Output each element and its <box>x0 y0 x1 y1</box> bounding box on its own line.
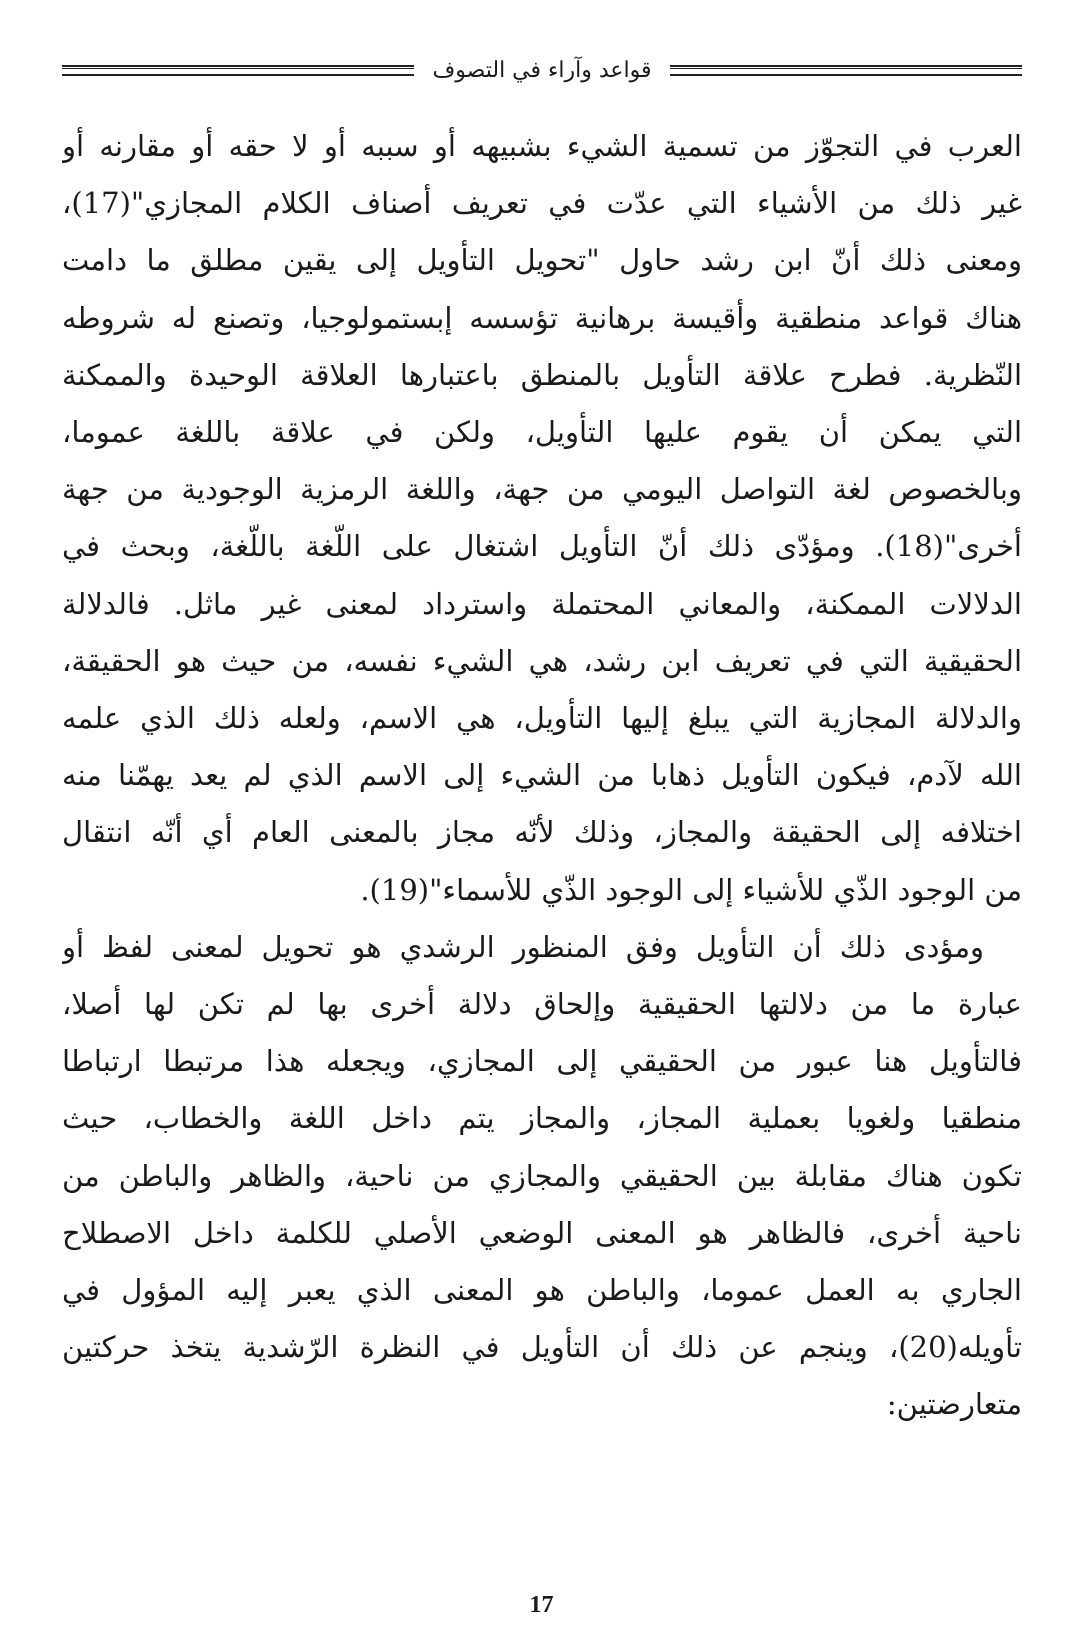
text-line: اختلافه إلى الحقيقة والمجاز، وذلك لأنّه مجاز بالمعنى العام أي أنّه انتقال <box>62 815 1022 850</box>
text-line: ومؤدى ذلك أن التأويل وفق المنظور الرشدي هو تحويل لمعنى لفظ أو <box>62 929 984 964</box>
text-line: من الوجود الذّي للأشياء إلى الوجود الذّي للأسماء"(19). <box>360 872 1022 907</box>
header-rule-left <box>62 65 414 76</box>
text-line: والدلالة المجازية التي يبلغ إليها التأويل، هي الاسم، ولعله ذلك الذي علمه <box>62 701 1022 736</box>
text-line: متعارضتين: <box>886 1387 1022 1422</box>
text-line: هناك قواعد منطقية وأقيسة برهانية تؤسسه إبستمولوجيا، وتصنع له شروطه <box>62 300 1022 335</box>
text-line: تأويله(20)، وينجم عن ذلك أن التأويل في النظرة الرّشدية يتخذ حركتين <box>62 1330 1022 1365</box>
text-line: ناحية أخرى، فالظاهر هو المعنى الوضعي الأصلي للكلمة داخل الاصطلاح <box>62 1215 1022 1250</box>
running-header <box>62 50 1022 90</box>
text-line: أخرى"(18). ومؤدّى ذلك أنّ التأويل اشتغال على اللّغة باللّغة، وبحث في <box>62 529 1022 564</box>
header-title: قواعد وآراء في التصوف <box>432 57 652 83</box>
text-line: الجاري به العمل عموما، والباطن هو المعنى الذي يعبر إليه المؤول في <box>62 1273 1022 1308</box>
text-line: غير ذلك من الأشياء التي عدّت في تعريف أصناف الكلام المجازي"(17)، <box>62 186 1022 221</box>
text-line: ومعنى ذلك أنّ ابن رشد حاول "تحويل التأويل إلى يقين مطلق ما دامت <box>62 243 1022 278</box>
paragraph-1 <box>62 118 1022 919</box>
text-line: عبارة ما من دلالتها الحقيقية وإلحاق دلالة أخرى بها لم تكن لها أصلا، <box>62 987 1022 1022</box>
text-line: منطقيا ولغويا بعملية المجاز، والمجاز يتم داخل اللغة والخطاب، حيث <box>62 1101 1022 1136</box>
text-line: الحقيقية التي في تعريف ابن رشد، هي الشيء نفسه، من حيث هو الحقيقة، <box>62 643 1022 678</box>
paragraph-2 <box>62 919 1022 1434</box>
text-line: الله لآدم، فيكون التأويل ذهابا من الشيء إلى الاسم الذي لم يعد يهمّنا منه <box>62 758 1022 793</box>
body-text <box>62 118 1022 1434</box>
text-line: الدلالات الممكنة، والمعاني المحتملة واسترداد لمعنى غير ماثل. فالدلالة <box>62 586 1022 621</box>
text-line: العرب في التجوّز من تسمية الشيء بشبيهه أو سببه أو لا حقه أو مقارنه أو <box>62 129 1022 163</box>
text-line: تكون هناك مقابلة بين الحقيقي والمجازي من ناحية، والظاهر والباطن من <box>62 1158 1022 1193</box>
text-line: التي يمكن أن يقوم عليها التأويل، ولكن في علاقة باللغة عموما، <box>62 415 1022 450</box>
text-line: النّظرية. فطرح علاقة التأويل بالمنطق باعتبارها العلاقة الوحيدة والممكنة <box>62 357 1022 392</box>
text-line: فالتأويل هنا عبور من الحقيقي إلى المجازي، ويجعله هذا مرتبطا ارتباطا <box>62 1044 1022 1079</box>
header-rule-right <box>670 65 1022 76</box>
text-line: وبالخصوص لغة التواصل اليومي من جهة، واللغة الرمزية الوجودية من جهة <box>62 472 1022 507</box>
page-number: 17 <box>529 1592 554 1618</box>
